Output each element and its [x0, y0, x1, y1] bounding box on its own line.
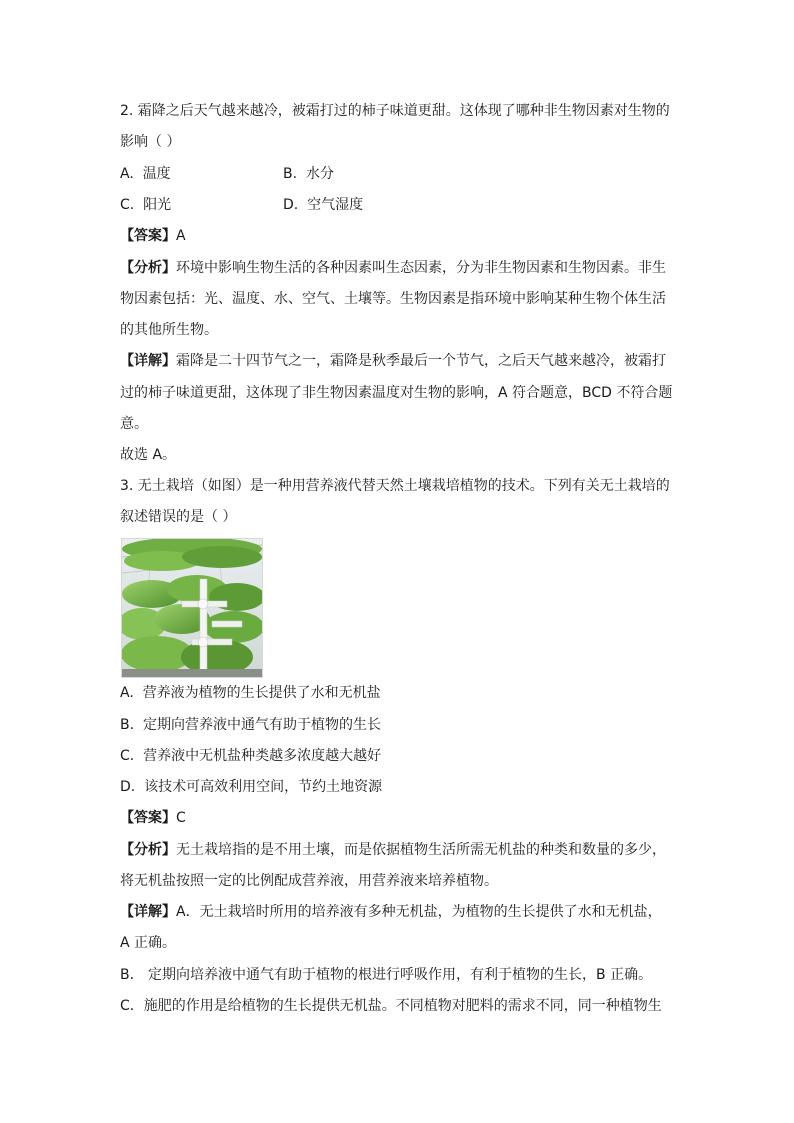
answer-value: C	[176, 810, 186, 826]
q3-option-b	[120, 715, 381, 735]
answer-value: A	[176, 228, 186, 244]
detail-tag: 【详解】	[120, 353, 176, 369]
q3-detail-line2: A 正确。	[120, 935, 177, 951]
q2-analysis-line3: 的其他所生物。	[120, 322, 218, 338]
analysis-text: 环境中影响生物生活的各种因素叫生态因素，分为非生物因素和生物因素。非生	[176, 260, 666, 276]
q3-analysis-line1	[120, 840, 666, 860]
option-label: A.	[120, 166, 134, 182]
option-text: 营养液中无机盐种类越多浓度越大越好	[143, 748, 382, 764]
q2-stem-line2: 影响（ ）	[120, 134, 181, 150]
detail-tag: 【详解】	[120, 904, 176, 920]
option-label: C.	[120, 197, 135, 213]
q3-stem-line1: 3. 无土栽培（如图）是一种用营养液代替天然土壤栽培植物的技术。下列有关无土栽培的	[120, 478, 670, 494]
detail-text: 霜降是二十四节气之一，霜降是秋季最后一个节气，之后天气越来越冷，被霜打	[176, 353, 666, 369]
analysis-text: 无土栽培指的是不用土壤，而是依据植物生活所需无机盐的种类和数量的多少，	[176, 842, 666, 858]
option-text: 水分	[305, 166, 334, 182]
option-text: 定期向营养液中通气有助于植物的生长	[142, 717, 381, 733]
option-label: B.	[283, 166, 298, 182]
option-text: 该技术可高效利用空间，节约土地资源	[144, 779, 383, 795]
option-label: A.	[120, 685, 134, 701]
q2-stem-line1: 2. 霜降之后天气越来越冷，被霜打过的柿子味道更甜。这体现了哪种非生物因素对生物的	[120, 103, 670, 119]
q2-detail-line3: 意。	[120, 416, 148, 432]
q3-analysis-line2: 将无机盐按照一定的比例配成营养液，用营养液来培养植物。	[120, 873, 498, 889]
q2-analysis-line1	[120, 258, 666, 278]
q2-option-d	[283, 195, 363, 215]
q2-option-c	[120, 195, 171, 215]
answer-tag: 【答案】	[120, 228, 176, 244]
detail-text: A．无土栽培时所用的培养液有多种无机盐，为植物的生长提供了水和无机盐，	[176, 904, 662, 920]
q3-option-a	[120, 683, 381, 703]
option-text: 营养液为植物的生长提供了水和无机盐	[142, 685, 381, 701]
analysis-tag: 【分析】	[120, 842, 176, 858]
q2-analysis-line2: 物因素包括：光、温度、水、空气、土壤等。生物因素是指环境中影响某种生物个体生活	[120, 291, 666, 307]
q3-answer	[120, 808, 186, 828]
option-text: 阳光	[143, 197, 172, 213]
q3-stem-line2: 叙述错误的是（ ）	[120, 509, 237, 525]
q3-detail-line4: C．施肥的作用是给植物的生长提供无机盐。不同植物对肥料的需求不同，同一种植物生	[120, 998, 662, 1014]
q3-detail-line1	[120, 902, 662, 922]
option-label: D.	[283, 197, 299, 213]
answer-tag: 【答案】	[120, 810, 176, 826]
q2-detail-line1	[120, 351, 666, 371]
hydroponics-photo	[121, 538, 263, 678]
q2-detail-line2: 过的柿子味道更甜，这体现了非生物因素温度对生物的影响，A 符合题意，BCD 不符合题	[120, 385, 673, 401]
q2-conclusion: 故选 A。	[120, 447, 177, 463]
hydroponics-photo-drawing	[122, 539, 262, 677]
option-label: D.	[120, 779, 136, 795]
option-text: 空气湿度	[307, 197, 364, 213]
q3-option-c	[120, 746, 381, 766]
q3-option-d	[120, 777, 382, 797]
option-text: 温度	[142, 166, 171, 182]
option-label: B.	[120, 717, 135, 733]
q3-detail-line3: B． 定期向培养液中通气有助于植物的根进行呼吸作用，有利于植物的生长，B 正确。	[120, 967, 653, 983]
q2-answer	[120, 226, 186, 246]
option-label: C.	[120, 748, 135, 764]
analysis-tag: 【分析】	[120, 260, 176, 276]
q2-option-a	[120, 164, 171, 184]
q2-option-b	[283, 164, 334, 184]
